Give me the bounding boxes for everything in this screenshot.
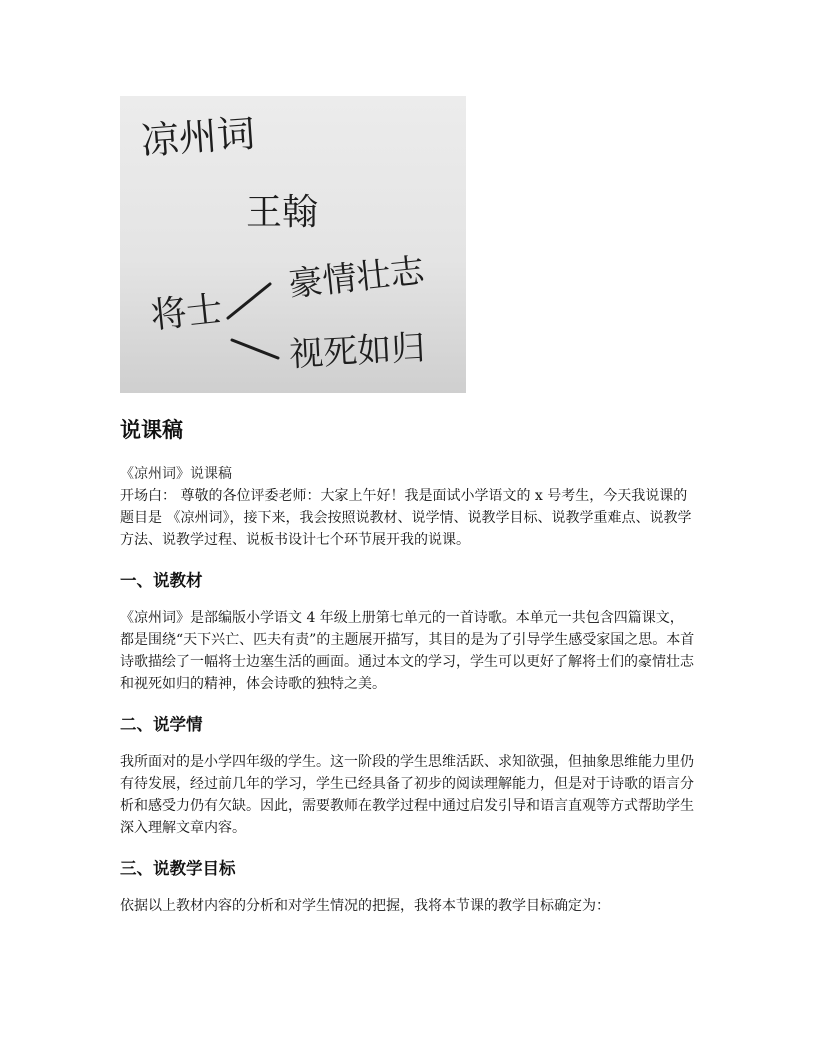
- section-paragraph: 《凉州词》是部编版小学语文 4 年级上册第七单元的一首诗歌。本单元一共包含四篇课文，都是围绕“天下兴亡、匹夫有责”的主题展开描写，其目的是为了引导学生感受家国之思。本首诗歌描绘了一幅将士边塞生活的画面。通过本文的学习，学生可以更好了解将士们的豪情壮志和视死如归的精神，体会诗歌的独特之美。: [120, 610, 695, 692]
- handwriting-drawing: [120, 96, 466, 393]
- handwriting-branch-bottom: 视死如归: [288, 327, 427, 375]
- section-paragraph: 依据以上教材内容的分析和对学生情况的把握，我将本节课的教学目标确定为：: [120, 898, 610, 914]
- intro-paragraph: 开场白： 尊敬的各位评委老师：大家上午好！我是面试小学语文的 x 号考生，今天我说课的题目是 《凉州词》，接下来，我会按照说教材、说学情、说教学目标、说教学重难点、说教学方法、说教学过程、说板书设计七个环节展开我的说课。: [120, 488, 692, 548]
- document-page: [120, 96, 696, 917]
- handwriting-soldier: 将士: [148, 288, 225, 337]
- handwriting-branch-top: 豪情壮志: [286, 250, 427, 305]
- handwriting-title: 凉州词: [139, 111, 257, 163]
- section-paragraph: 我所面对的是小学四年级的学生。这一阶段的学生思维活跃、求知欲强，但抽象思维能力里仍有待发展，经过前几年的学习，学生已经具备了初步的阅读理解能力，但是对于诗歌的语言分析和感受力仍有欠缺。因此，需要教师在教学过程中通过启发引导和语言直观等方式帮助学生深入理解文章内容。: [120, 754, 694, 836]
- section-objectives: [120, 857, 696, 917]
- section-heading: 二、说学情: [120, 715, 203, 734]
- document-title: 说课稿: [120, 418, 183, 442]
- document-subtitle: 《凉州词》说课稿: [120, 466, 232, 482]
- handwriting-branch-line-top: [228, 284, 270, 318]
- handwriting-branch-line-bottom: [232, 340, 278, 358]
- section-heading: 一、说教材: [120, 571, 203, 590]
- section-students: [120, 713, 696, 839]
- handwriting-author: 王翰: [246, 192, 319, 233]
- section-heading: 三、说教学目标: [120, 859, 236, 878]
- handwritten-board-photo: [120, 96, 466, 393]
- section-textbook: [120, 569, 696, 695]
